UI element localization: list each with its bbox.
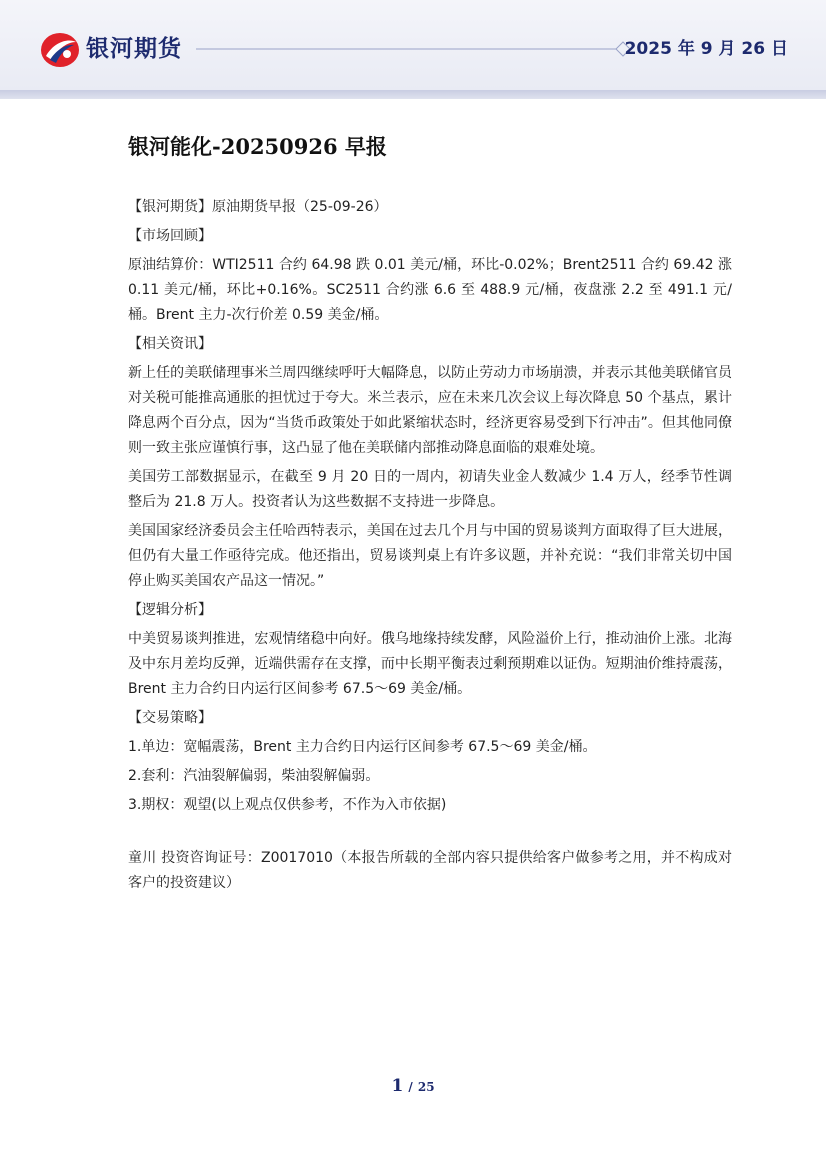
page-separator: / (408, 1080, 413, 1094)
section-heading-logic: 【逻辑分析】 (128, 602, 212, 618)
report-body (128, 195, 732, 900)
news-paragraph: 美国国家经济委员会主任哈西特表示，美国在过去几个月与中国的贸易谈判方面取得了巨大进展，但仍有大量工作亟待完成。他还指出，贸易谈判桌上有许多议题，并补充说：“我们非常关切中国停止购买美国农产品这一情况。” (128, 523, 732, 589)
section-heading-market: 【市场回顾】 (128, 228, 212, 244)
logic-analysis-text: 中美贸易谈判推进，宏观情绪稳中向好。俄乌地缘持续发酵，风险溢价上行，推动油价上涨。北海及中东月差均反弹，近端供需存在支撑，而中长期平衡表过剩预期难以证伪。短期油价维持震荡，Brent 主力合约日内运行区间参考 67.5～69 美金/桶。 (128, 631, 732, 697)
strategy-item: 3.期权：观望(以上观点仅供参考，不作为入市依据) (128, 797, 447, 813)
strategy-item: 2.套利：汽油裂解偏弱，柴油裂解偏弱。 (128, 768, 380, 784)
author-disclaimer: 童川 投资咨询证号：Z0017010（本报告所载的全部内容只提供给客户做参考之用，并不构成对客户的投资建议） (128, 850, 732, 891)
total-pages: 25 (417, 1080, 435, 1094)
report-date: 2025 年 9 月 26 日 (624, 39, 788, 59)
report-title: 银河能化-20250926 早报 (128, 134, 387, 159)
page-number (0, 1074, 826, 1099)
page-header (0, 0, 826, 90)
section-heading-news: 【相关资讯】 (128, 336, 212, 352)
header-divider (0, 90, 826, 99)
market-review-text: 原油结算价：WTI2511 合约 64.98 跌 0.01 美元/桶，环比-0.02%；Brent2511 合约 69.42 涨 0.11 美元/桶，环比+0.16%。SC2511 合约涨 6.6 至 488.9 元/桶，夜盘涨 2.2 至 491.1 元/桶。Brent 主力-次行价差 0.59 美金/桶。 (128, 257, 732, 323)
strategy-item: 1.单边：宽幅震荡，Brent 主力合约日内运行区间参考 67.5～69 美金/桶。 (128, 739, 597, 755)
header-decoration-line (196, 40, 631, 58)
section-heading-strategy: 【交易策略】 (128, 710, 212, 726)
galaxy-futures-logo-icon (40, 30, 80, 70)
brand-name: 银河期货 (86, 36, 182, 62)
current-page: 1 (391, 1076, 404, 1096)
news-paragraph: 新上任的美联储理事米兰周四继续呼吁大幅降息，以防止劳动力市场崩溃，并表示其他美联储官员对关税可能推高通胀的担忧过于夸大。米兰表示，应在未来几次会议上每次降息 50 个基点，累计降息两个百分点，因为“当货币政策处于如此紧缩状态时，经济更容易受到下行冲击”。但其他同僚则一致主张应谨慎行事，这凸显了他在美联储内部推动降息面临的艰难处境。 (128, 365, 732, 456)
news-paragraph: 美国劳工部数据显示，在截至 9 月 20 日的一周内，初请失业金人数减少 1.4 万人，经季节性调整后为 21.8 万人。投资者认为这些数据不支持进一步降息。 (128, 469, 732, 510)
report-intro: 【银河期货】原油期货早报（25-09-26） (128, 199, 388, 215)
